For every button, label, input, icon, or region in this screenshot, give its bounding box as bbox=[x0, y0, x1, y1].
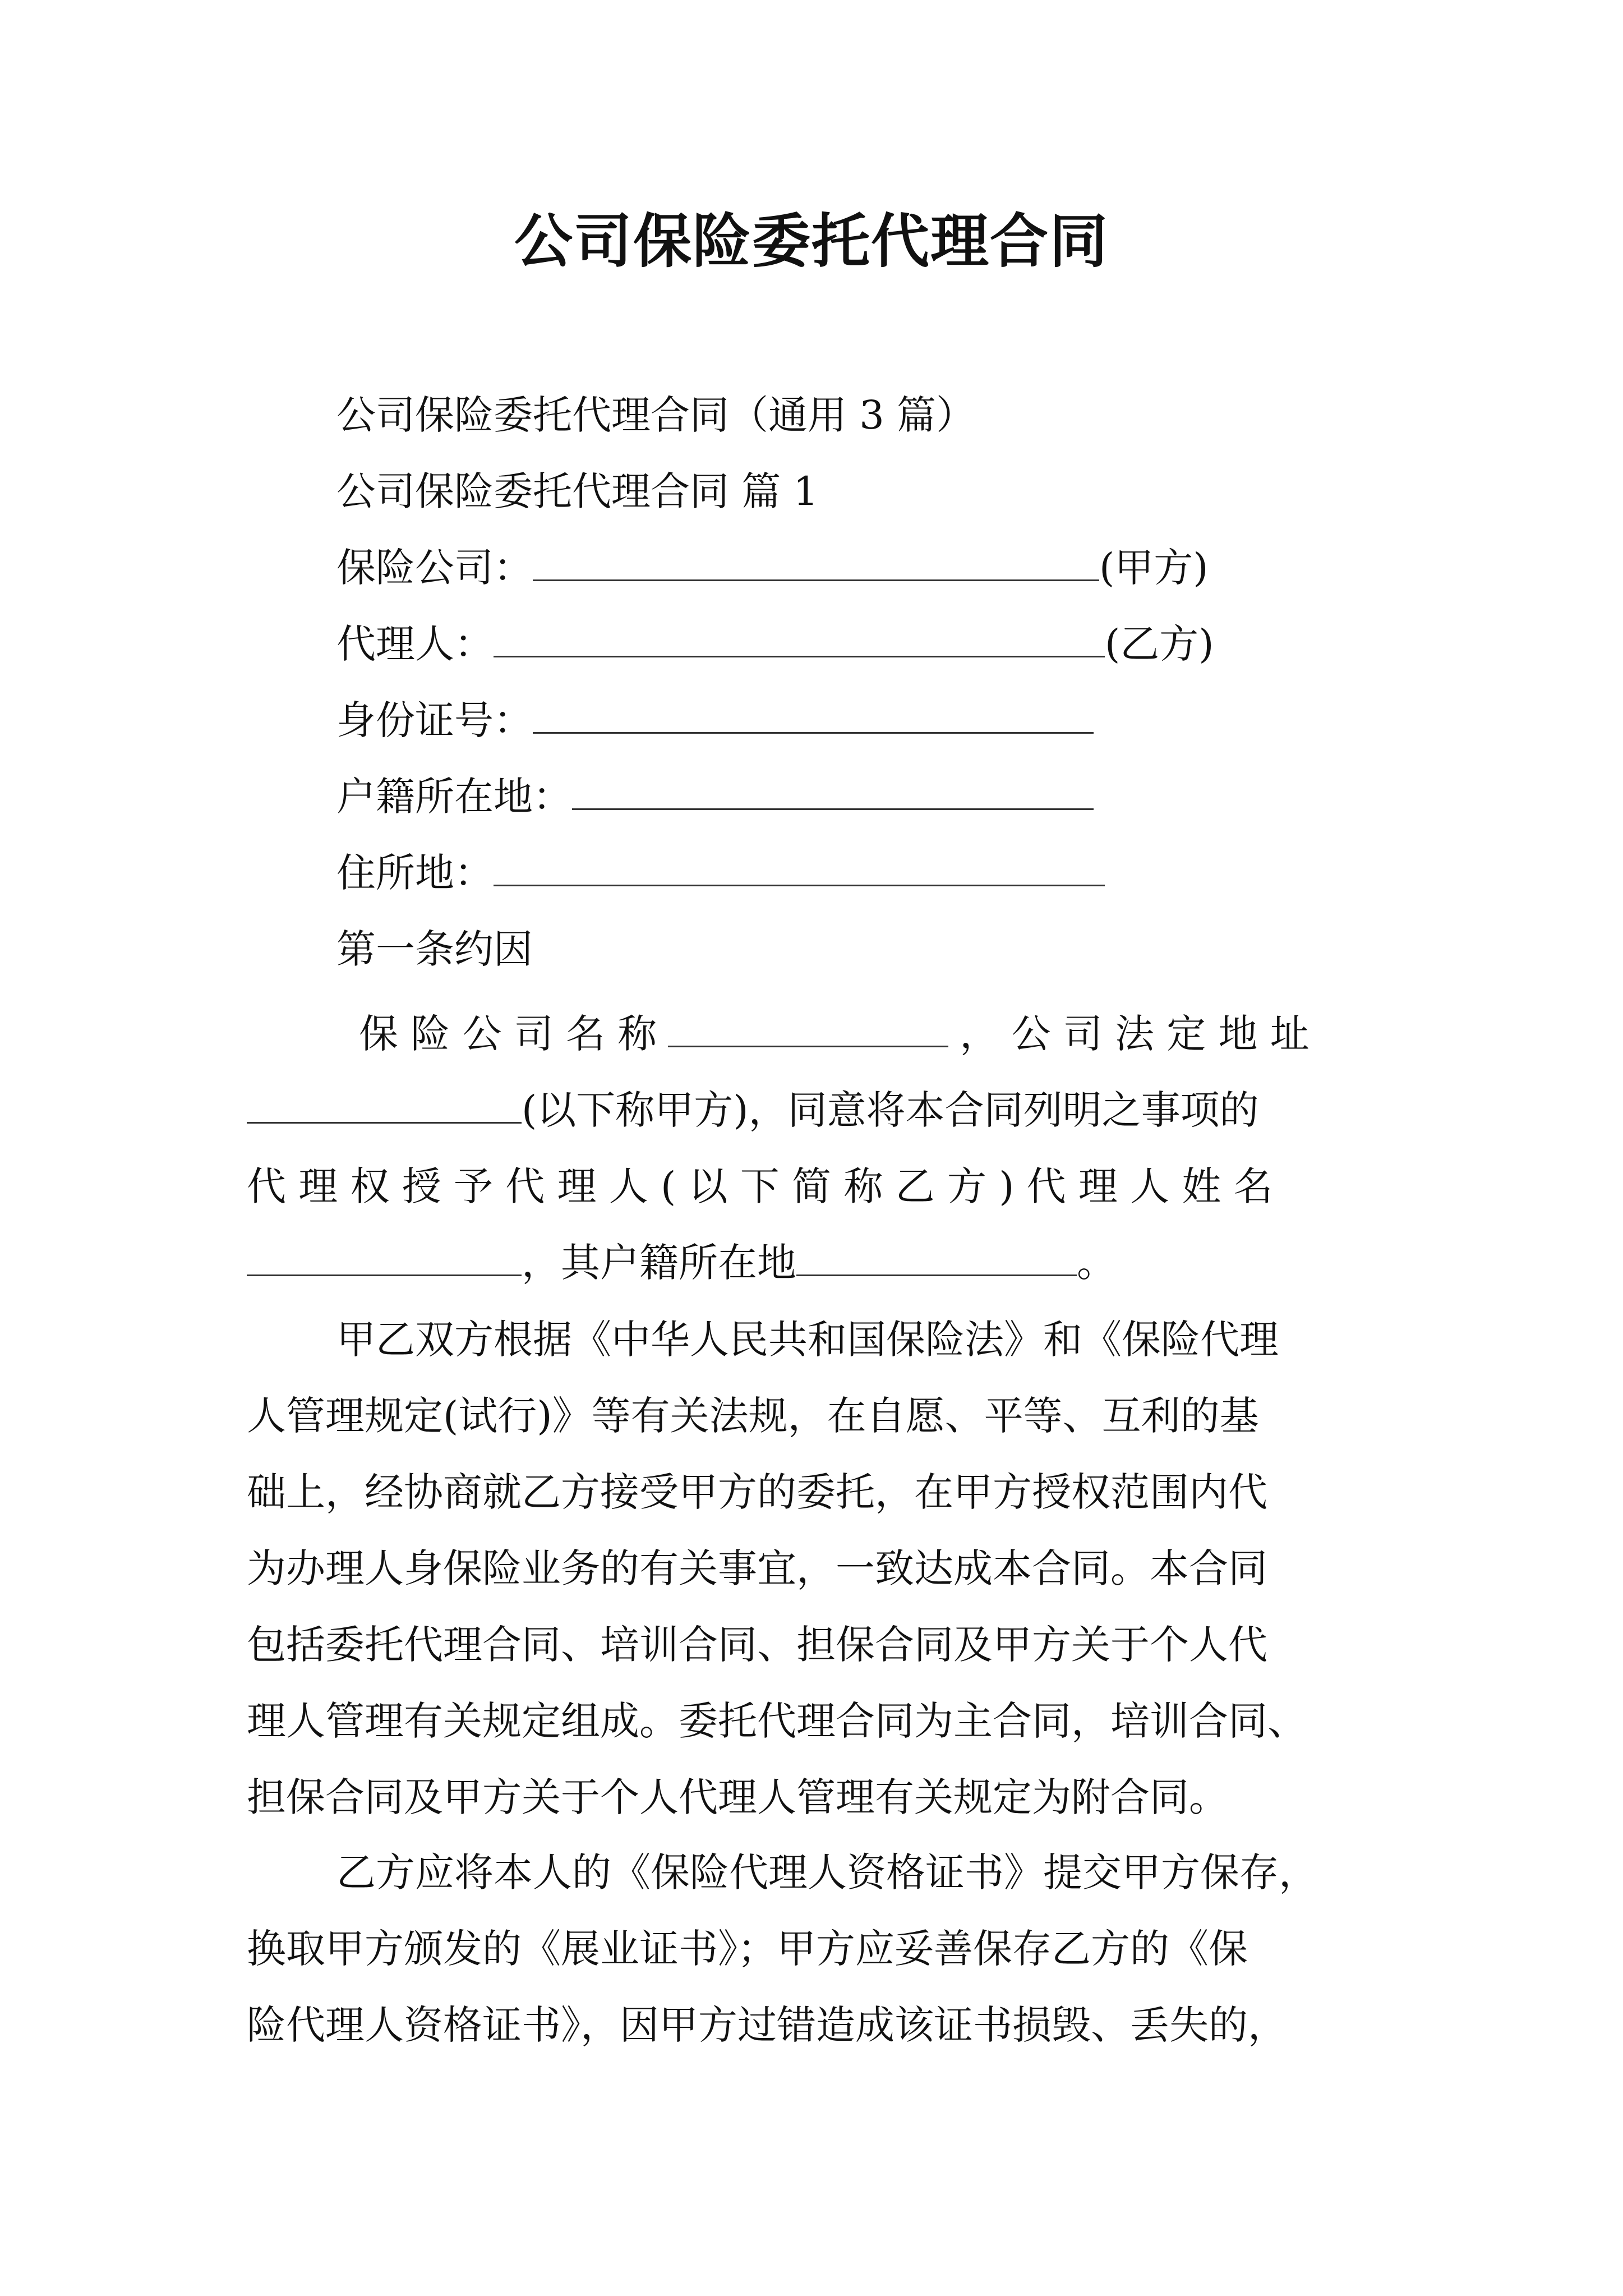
id-label: 身份证号： bbox=[336, 697, 533, 743]
para3-line: 换取甲方颁发的《展业证书》；甲方应妥善保存乙方的《保 bbox=[247, 1926, 1248, 1972]
insurer-field bbox=[336, 540, 1209, 596]
para1-line-2 bbox=[247, 1072, 1380, 1148]
document-title: 公司保险委托代理合同 bbox=[514, 206, 1109, 275]
insurer-blank[interactable] bbox=[533, 540, 1099, 581]
agent-suffix: (乙方) bbox=[1105, 621, 1214, 667]
para2-line: 为办理人身保险业务的有关事宜，一致达成本合同。本合同 bbox=[247, 1545, 1267, 1591]
para2-line: 理人管理有关规定组成。委托代理合同为主合同，培训合同、 bbox=[247, 1698, 1307, 1744]
para1-line-4 bbox=[247, 1225, 1380, 1301]
para1-line-1 bbox=[247, 996, 1380, 1072]
paragraph-2 bbox=[247, 1301, 1380, 1835]
para3-line: 乙方应将本人的《保险代理人资格证书》提交甲方保存， bbox=[336, 1849, 1318, 1895]
residence-label: 住所地： bbox=[336, 850, 494, 896]
agent-label: 代理人： bbox=[336, 621, 494, 667]
residence-field bbox=[336, 845, 1105, 901]
household-label: 户籍所在地： bbox=[336, 774, 572, 820]
agent-household-blank[interactable] bbox=[796, 1235, 1077, 1276]
section-heading: 公司保险委托代理合同 篇 1 bbox=[336, 468, 819, 514]
document-subtitle: 公司保险委托代理合同（通用 3 篇） bbox=[336, 392, 976, 438]
agent-blank[interactable] bbox=[494, 616, 1105, 657]
agent-name-blank[interactable] bbox=[247, 1235, 522, 1276]
insurer-label: 保险公司： bbox=[336, 545, 533, 591]
para1-line-1b: ， 公 司 法 定 地 址 bbox=[960, 1011, 1310, 1057]
id-field bbox=[336, 692, 1094, 748]
household-blank[interactable] bbox=[572, 769, 1094, 810]
para1-line-4b: 。 bbox=[1077, 1240, 1116, 1286]
para2-line: 础上，经协商就乙方接受甲方的委托，在甲方授权范围内代 bbox=[247, 1469, 1267, 1515]
household-field bbox=[336, 769, 1094, 825]
para1-line-4a: ，其户籍所在地 bbox=[522, 1240, 796, 1286]
para2-line: 担保合同及甲方关于个人代理人管理有关规定为附合同。 bbox=[247, 1774, 1228, 1820]
residence-blank[interactable] bbox=[494, 845, 1105, 886]
id-blank[interactable] bbox=[533, 693, 1094, 734]
paragraph-3 bbox=[247, 1834, 1380, 2063]
paragraph-1 bbox=[247, 996, 1380, 1301]
para1-line-3: 代 理 权 授 予 代 理 人 ( 以 下 简 称 乙 方 ) 代 理 人 姓 名 bbox=[247, 1163, 1273, 1209]
insurer-suffix: (甲方) bbox=[1099, 545, 1209, 591]
agent-field bbox=[336, 616, 1214, 672]
para2-line: 人管理规定(试行)》等有关法规，在自愿、平等、互利的基 bbox=[247, 1393, 1259, 1439]
company-address-blank[interactable] bbox=[247, 1083, 522, 1124]
para2-line: 甲乙双方根据《中华人民共和国保险法》和《保险代理 bbox=[336, 1317, 1279, 1363]
company-name-blank[interactable] bbox=[668, 1006, 948, 1047]
para3-line: 险代理人资格证书》，因甲方过错造成该证书损毁、丢失的， bbox=[247, 2002, 1287, 2048]
article-1-heading: 第一条约因 bbox=[336, 926, 533, 972]
para1-line-2-text: (以下称甲方)，同意将本合同列明之事项的 bbox=[522, 1087, 1259, 1133]
para1-line-1a: 保 险 公 司 名 称 bbox=[359, 1011, 657, 1057]
para2-line: 包括委托代理合同、培训合同、担保合同及甲方关于个人代 bbox=[247, 1622, 1267, 1668]
